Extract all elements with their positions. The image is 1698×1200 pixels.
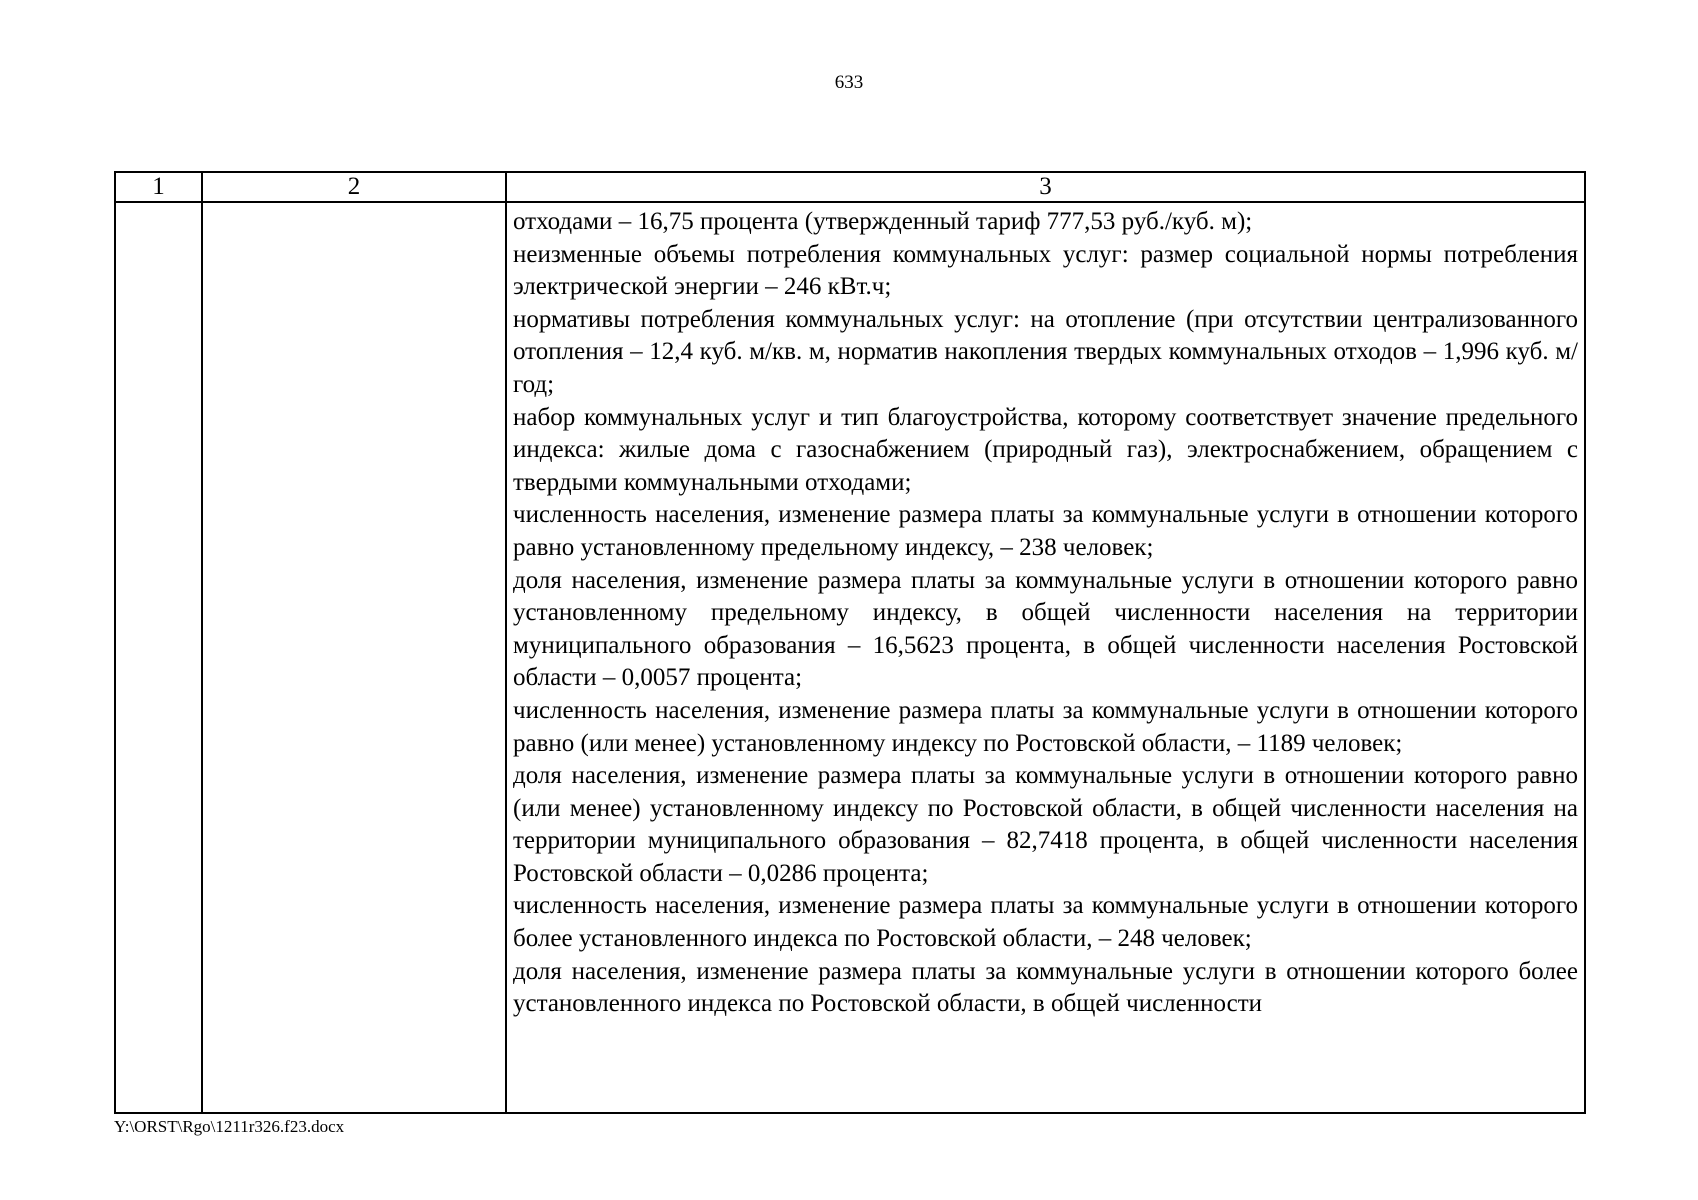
paragraph: отходами – 16,75 процента (утвержденный тариф 777,53 руб./куб. м); [513,208,1253,235]
paragraph: численность населения, изменение размера платы за коммунальные услуги в отношении которого равно (или менее) установленному индексу по Ростовской области, – 1189 человек; [513,696,1578,757]
paragraph: неизменные объемы потребления коммунальных услуг: размер социальной нормы потребления электрической энергии – 246 кВт.ч; [513,240,1578,301]
paragraph: нормативы потребления коммунальных услуг: на отопление (при отсутствии централизованного отопления – 12,4 куб. м/кв. м, норматив накопления твердых коммунальных отходов – 1,996 куб. м/год; [513,305,1578,398]
footer-file-path: Y:\ORST\Rgo\1211r326.f23.docx [114,1117,345,1136]
paragraph: набор коммунальных услуг и тип благоустройства, которому соответствует значение предельного индекса: жилые дома с газоснабжением (природный газ), электроснабжением, обращением с твердыми коммунальными отходами; [513,403,1578,496]
page-number: 633 [834,72,864,93]
paragraph: численность населения, изменение размера платы за коммунальные услуги в отношении которого более установленного индекса по Ростовской области, – 248 человек; [513,892,1578,953]
paragraph: доля населения, изменение размера платы за коммунальные услуги в отношении которого более установленного индекса по Ростовской области, в общей численности [513,957,1578,1018]
document-table [114,171,1586,1114]
column-2-cell [202,202,506,1113]
paragraph: доля населения, изменение размера платы за коммунальные услуги в отношении которого равно установленному предельному индексу, в общей численности населения на территории муниципального образования – 16,5623 процента, в общей численности населения Ростовской области – 0,0057 процента; [513,566,1578,692]
column-header-3: 3 [506,172,1585,202]
paragraph: доля населения, изменение размера платы за коммунальные услуги в отношении которого равно (или менее) установленному индексу по Ростовской области, в общей численности населения на территории муниципального образования – 82,7418 процента, в общей численности населения Ростовской области – 0,0286 процента; [513,762,1578,887]
column-header-1: 1 [115,172,202,202]
column-3-content-cell [506,202,1585,1113]
column-1-cell [115,202,202,1113]
column-header-2: 2 [202,172,506,202]
paragraph: численность населения, изменение размера платы за коммунальные услуги в отношении которого равно установленному предельному индексу, – 238 человек; [513,501,1578,561]
table-header-row [115,172,1585,202]
table-row [115,202,1585,1113]
